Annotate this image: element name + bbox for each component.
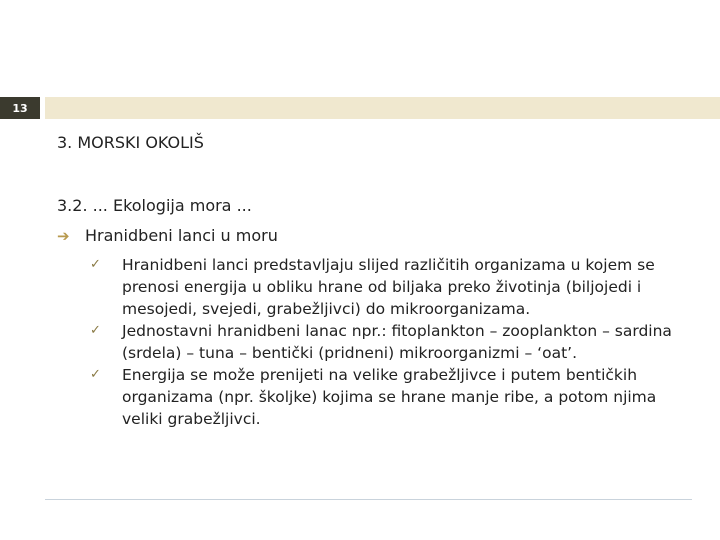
check-icon: ✓ [90,367,101,382]
list-item-text: Hranidbeni lanci predstavljaju slijed različitih organizama u kojem se prenosi energija u obliku hrane od biljaka preko životinja (biljojedi i mesojedi, svejedi, grabežljivci) do mikroorganizama. [122,256,655,318]
slide-number: 13 [0,97,40,119]
subsection-heading: 3.2. ... Ekologija mora ... [57,196,252,215]
bullet-text: Hranidbeni lanci u moru [85,226,278,245]
section-title: 3. MORSKI OKOLIŠ [57,133,204,152]
sub-bullet-list [90,254,690,430]
list-item [90,320,690,364]
check-icon: ✓ [90,257,101,272]
check-icon: ✓ [90,323,101,338]
list-item-text: Jednostavni hranidbeni lanac npr.: fitoplankton – zooplankton – sardina (srdela) – tuna – bentički (pridneni) mikroorganizmi – ‘oat’. [122,322,672,362]
list-item [90,364,690,430]
bullet-item [57,225,278,247]
list-item-text: Energija se može prenijeti na velike grabežljivce i putem bentičkih organizama (npr. školjke) kojima se hrane manje ribe, a potom njima veliki grabežljivci. [122,366,657,428]
list-item [90,254,690,320]
footer-divider [45,499,692,500]
header-bar [45,97,720,119]
arrow-right-icon: ➔ [57,227,70,245]
